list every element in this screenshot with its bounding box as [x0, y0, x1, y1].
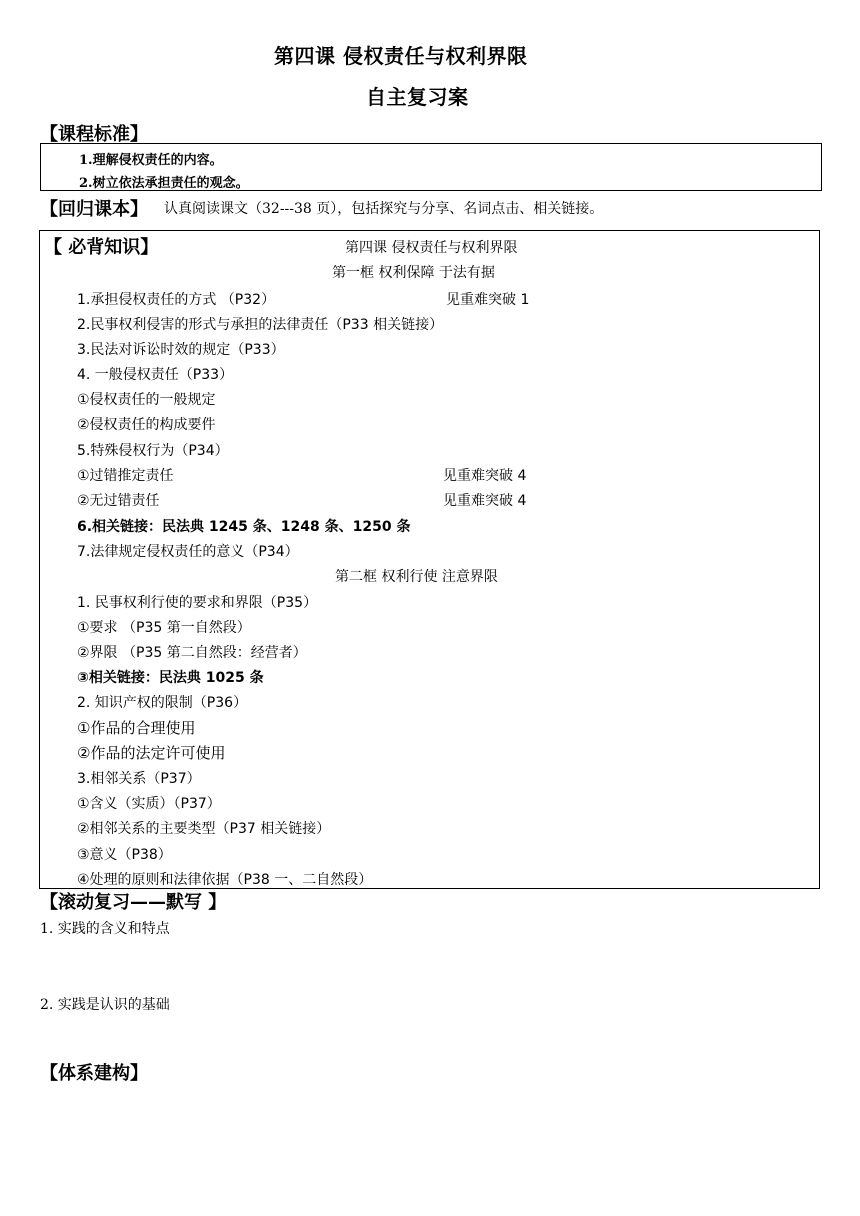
page-title: 第四课 侵权责任与权利界限 — [274, 44, 528, 68]
list-item: ④处理的原则和法律依据（P38 一、二自然段） — [77, 872, 373, 888]
review-item: 2. 实践是认识的基础 — [40, 997, 170, 1013]
list-item-note: 见重难突破 4 — [443, 468, 527, 484]
list-item: ②作品的法定许可使用 — [77, 744, 226, 762]
list-item: ①要求 （P35 第一自然段） — [77, 620, 251, 636]
list-item: ①过错推定责任 — [77, 468, 174, 484]
curriculum-item: 1.理解侵权责任的内容。 — [79, 153, 223, 168]
rolling-review-heading: 【滚动复习——默写 】 — [40, 892, 227, 913]
list-item: ③意义（P38） — [77, 847, 172, 863]
list-item-note: 见重难突破 4 — [443, 493, 527, 509]
list-item: ②侵权责任的构成要件 — [77, 417, 216, 433]
list-item: 6.相关链接：民法典 1245 条、1248 条、1250 条 — [77, 519, 411, 535]
curriculum-heading: 【课程标准】 — [40, 124, 148, 145]
list-item: ②相邻关系的主要类型（P37 相关链接） — [77, 821, 331, 837]
system-heading: 【体系建构】 — [40, 1063, 148, 1084]
list-item: 1.承担侵权责任的方式 （P32） — [77, 292, 276, 308]
list-item: 7.法律规定侵权责任的意义（P34） — [77, 544, 299, 560]
page-subtitle: 自主复习案 — [366, 85, 469, 109]
list-item-note: 见重难突破 1 — [446, 292, 530, 308]
list-item: ①含义（实质）（P37） — [77, 796, 221, 812]
list-item: ②界限 （P35 第二自然段：经营者） — [77, 645, 307, 661]
list-item: 1. 民事权利行使的要求和界限（P35） — [77, 595, 318, 611]
list-item: 5.特殊侵权行为（P34） — [77, 443, 229, 459]
frame1-title: 第一框 权利保障 于法有据 — [332, 265, 495, 281]
return-textbook-text: 认真阅读课文（32---38 页），包括探究与分享、名词点击、相关链接。 — [164, 201, 604, 217]
curriculum-box — [40, 143, 822, 191]
curriculum-item: 2.树立依法承担责任的观念。 — [79, 176, 249, 191]
list-item: 3.相邻关系（P37） — [77, 771, 201, 787]
list-item: 3.民法对诉讼时效的规定（P33） — [77, 342, 285, 358]
frame2-title: 第二框 权利行使 注意界限 — [335, 569, 498, 585]
list-item: ①侵权责任的一般规定 — [77, 392, 216, 408]
must-know-box — [39, 230, 820, 889]
list-item: ①作品的合理使用 — [77, 719, 196, 737]
list-item: 2.民事权利侵害的形式与承担的法律责任（P33 相关链接） — [77, 317, 444, 333]
list-item: 4. 一般侵权责任（P33） — [77, 367, 234, 383]
must-know-heading: 【 必背知识】 — [44, 237, 159, 258]
list-item: ③相关链接：民法典 1025 条 — [77, 670, 264, 686]
list-item: ②无过错责任 — [77, 493, 160, 509]
return-textbook-heading: 【回归课本】 — [40, 199, 148, 220]
lesson-title: 第四课 侵权责任与权利界限 — [345, 240, 518, 256]
list-item: 2. 知识产权的限制（P36） — [77, 695, 248, 711]
review-item: 1. 实践的含义和特点 — [40, 921, 170, 937]
